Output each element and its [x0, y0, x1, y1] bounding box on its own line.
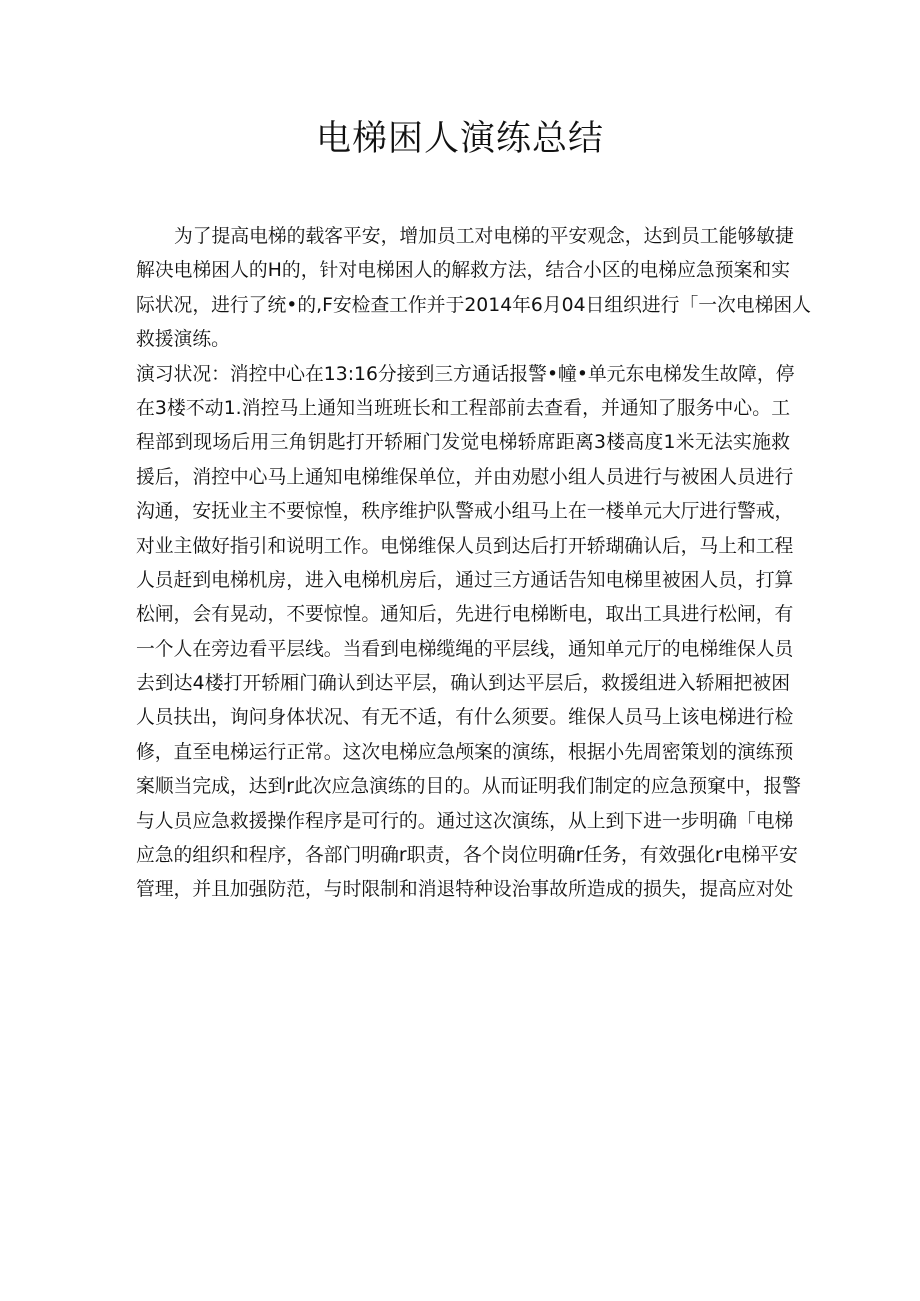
document-body — [136, 220, 811, 908]
text-line: 与人员应急救援操作程序是可行的。通过这次演练，从上到下进一步明确「电梯 — [136, 810, 794, 832]
text-line: 修，直至电梯运行正常。这次电梯应急颅案的演练，根据小先周密策划的演练预 — [136, 741, 794, 763]
text-line: 一个人在旁边看平层线。当看到电梯缆绳的平层线，通知单元厅的电梯维保人员 — [136, 638, 794, 660]
text-line: 演习状况：消控中心在13:16分接到三方通话报警•幢•单元东电梯发生故障，停 — [136, 363, 795, 385]
text-line: 管理，并且加强防范，与时限制和消退特种设治事故所造成的损失，提高应对处 — [136, 879, 794, 901]
text-line: 沟通，安抚业主不要惊惶，秩序维护队警戒小组马上在一楼单元大厅进行警戒， — [136, 501, 794, 523]
text-line: 人员扶出，询问身体状况、有无不适，有什么须要。维保人员马上该电梯进行检 — [136, 707, 794, 729]
text-line: 案顺当完成，达到r此次应急演练的目的。从而证明我们制定的应急预窠中，报警 — [136, 776, 802, 798]
text-line: 为了提高电梯的载客平安，增加员工对电梯的平安观念，达到员工能够敏捷 — [174, 226, 794, 247]
text-line: 在3楼不动1.消控马上通知当班班长和工程部前去查看，并通知了服务中心。工 — [136, 397, 790, 419]
text-line: 援后，消控中心马上通知电梯维保单位，并由劝慰小组人员进行与被困人员进行 — [136, 466, 794, 488]
text-line: 松闸，会有晃动，不要惊惶。通知后，先进行电梯断电，取出工具进行松闸，有 — [136, 604, 794, 626]
text-line: 去到达4楼打开轿厢门确认到达平层，确认到达平层后，救援组进入轿厢把被困 — [136, 673, 790, 695]
paragraph-intro — [136, 220, 811, 358]
paragraph-drill-status — [136, 358, 802, 908]
text-line: 人员赶到电梯机房，进入电梯机房后，通过三方通话告知电梯里被困人员，打算 — [136, 569, 794, 591]
document-title: 电梯困人演练总结 — [315, 119, 604, 159]
text-line: 救援演练。 — [136, 329, 230, 351]
text-line: 解决电梯困人的H的，针对电梯困人的解救方法，结合小区的电梯应急预案和实 — [136, 260, 790, 282]
text-line: 程部到现场后用三角钥匙打开轿厢门发觉电梯轿席距离3楼高度1米无法实施救 — [136, 432, 790, 454]
text-line: 对业主做好指引和说明工作。电悌维保人员到达后打开轿瑚确认后，马上和工程 — [136, 535, 794, 557]
text-line: 应急的组织和程序，各部门明确r职责，各个岗位明确r任务，有效强化r电梯平安 — [136, 845, 798, 867]
text-line: 际状况，进行了统•的,F安检查工作并于2014年6月04日组织进行「一次电梯困人 — [136, 294, 811, 316]
